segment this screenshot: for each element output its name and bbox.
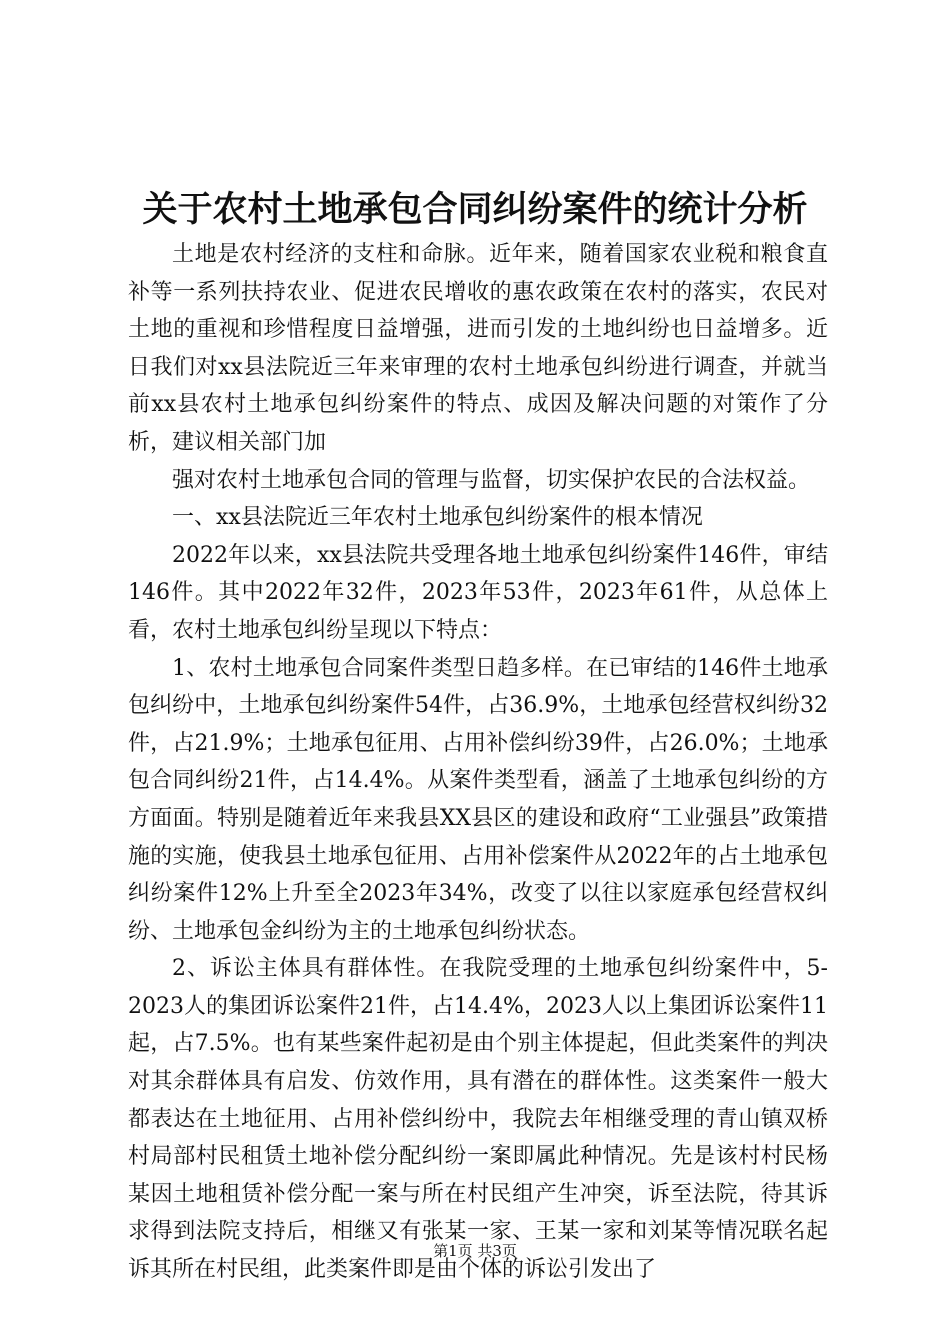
paragraph-intro: 土地是农村经济的支柱和命脉。近年来，随着国家农业税和粮食直补等一系列扶持农业、促进农民增收的惠农政策在农村的落实，农民对土地的重视和珍惜程度日益增强，进而引发的土地纠纷也日益增多。近日我们对xx县法院近三年来审理的农村土地承包纠纷进行调查，并就当前xx县农村土地承包纠纷案件的特点、成因及解决问题的对策作了分析，建议相关部门加 <box>128 242 828 455</box>
document-body <box>128 236 828 1289</box>
document-title: 关于农村土地承包合同纠纷案件的统计分析 <box>142 189 808 230</box>
page-footer: 第1页 共3页 <box>433 1242 517 1260</box>
paragraph-point-1: 1、农村土地承包合同案件类型日趋多样。在已审结的146件土地承包纠纷中，土地承包纠纷案件54件，占36.9%，土地承包经营权纠纷32件，占21.9%；土地承包征用、占用补偿纠纷39件，占26.0%；土地承包合同纠纷21件，占14.4%。从案件类型看，涵盖了土地承包纠纷的方方面面。特别是随着近年来我县XX县区的建设和政府“工业强县”政策措施的实施，使我县土地承包征用、占用补偿案件从2022年的占土地承包纠纷案件12%上升至全2023年34%，改变了以往以家庭承包经营权纠纷、土地承包金纠纷为主的土地承包纠纷状态。 <box>128 655 828 944</box>
paragraph-case-statistics: 2022年以来，xx县法院共受理各地土地承包纠纷案件146件，审结146件。其中2022年32件，2023年53件，2023年61件，从总体上看，农村土地承包纠纷呈现以下特点： <box>128 542 828 643</box>
paragraph-point-2: 2、诉讼主体具有群体性。在我院受理的土地承包纠纷案件中，5-2023人的集团诉讼案件21件，占14.4%，2023人以上集团诉讼案件11起，占7.5%。也有某些案件起初是由个别主体提起，但此类案件的判决对其余群体具有启发、仿效作用，具有潜在的群体性。这类案件一般大都表达在土地征用、占用补偿纠纷中，我院去年相继受理的青山镇双桥村局部村民租赁土地补偿分配纠纷一案即属此种情况。先是该村村民杨某因土地租赁补偿分配一案与所在村民组产生冲突，诉至法院，待其诉求得到法院支持后，相继又有张某一家、王某一家和刘某等情况联名起诉其所在村民组，此类案件即是由个体的诉讼引发出了 <box>128 956 828 1283</box>
paragraph-intro-continued: 强对农村土地承包合同的管理与监督，切实保护农民的合法权益。 <box>172 467 811 493</box>
section-heading-1: 一、xx县法院近三年农村土地承包纠纷案件的根本情况 <box>172 505 703 531</box>
